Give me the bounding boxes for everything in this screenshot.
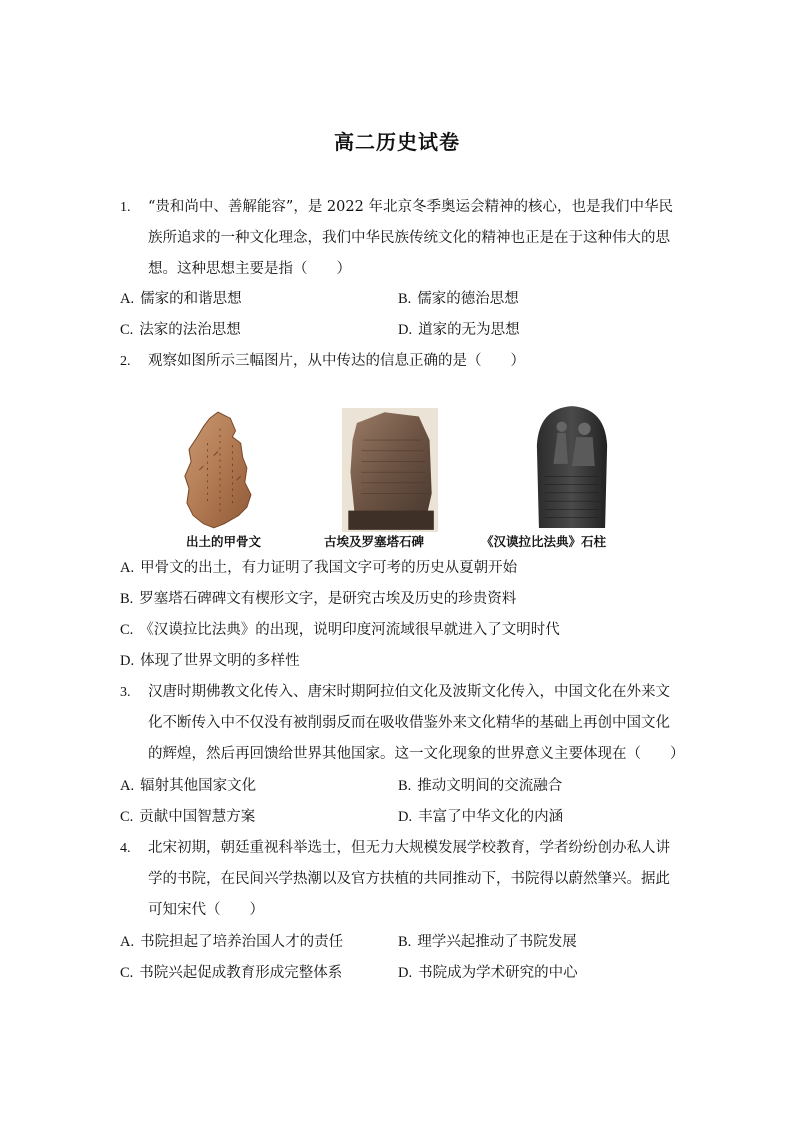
option-d[interactable]: D. 丰富了中华文化的内涵 <box>398 809 564 825</box>
option-c[interactable]: C. 《汉谟拉比法典》的出现，说明印度河流域很早就进入了文明时代 <box>120 622 560 638</box>
figure-caption: 古埃及罗塞塔石碑 <box>324 534 425 549</box>
question-number: 1. <box>120 200 131 215</box>
option-b[interactable]: B. 儒家的德治思想 <box>398 291 519 307</box>
question-1 <box>120 192 680 285</box>
question-2 <box>120 346 680 377</box>
option-c[interactable]: C. 贡献中国智慧方案 <box>120 809 256 825</box>
hammurabi-stele-image <box>522 404 622 528</box>
option-b[interactable]: B. 推动文明间的交流融合 <box>398 778 563 794</box>
option-a[interactable]: A. 辐射其他国家文化 <box>120 778 257 794</box>
options-row <box>120 802 680 833</box>
option-c[interactable]: C. 法家的法治思想 <box>120 322 241 338</box>
options-row <box>120 284 680 315</box>
question-stem: “贵和尚中、善解能容”，是 2022 年北京冬季奥运会精神的核心，也是我们中华民族所追求的一种文化理念，我们中华民族传统文化的精神也正是在于这种伟大的思想。这种思想主要是指（ ） <box>148 199 673 277</box>
question-number: 3. <box>120 685 131 700</box>
option-d[interactable]: D. 道家的无为思想 <box>398 322 520 338</box>
option-a[interactable]: A. 甲骨文的出土，有力证明了我国文字可考的历史从夏朝开始 <box>120 560 518 576</box>
option-b[interactable]: B. 罗塞塔石碑碑文有楔形文字，是研究古埃及历史的珍贵资料 <box>120 591 517 607</box>
question-4 <box>120 833 680 926</box>
option-d[interactable]: D. 书院成为学术研究的中心 <box>398 965 578 981</box>
options-row <box>120 958 680 989</box>
question-number: 2. <box>120 354 131 369</box>
page-title: 高二历史试卷 <box>334 130 460 154</box>
options-row <box>120 315 680 346</box>
oracle-bone-image <box>170 408 270 532</box>
option-d[interactable]: D. 体现了世界文明的多样性 <box>120 653 300 669</box>
question-number: 4. <box>120 841 131 856</box>
option-a[interactable]: A. 儒家的和谐思想 <box>120 291 242 307</box>
question-stem: 汉唐时期佛教文化传入、唐宋时期阿拉伯文化及波斯文化传入，中国文化在外来文化不断传入中不仅没有被削弱反而在吸收借鉴外来文化精华的基础上再创中国文化的辉煌，然后再回馈给世界其他国家。这一文化现象的世界意义主要体现在（ ） <box>148 684 685 762</box>
option-a[interactable]: A. 书院担起了培养治国人才的责任 <box>120 934 344 950</box>
option-c[interactable]: C. 书院兴起促成教育形成完整体系 <box>120 965 343 981</box>
options-row <box>120 771 680 802</box>
figure-caption: 出土的甲骨文 <box>186 534 262 549</box>
option-b[interactable]: B. 理学兴起推动了书院发展 <box>398 934 577 950</box>
question-stem: 北宋初期，朝廷重视科举选士，但无力大规模发展学校教育，学者纷纷创办私人讲学的书院，在民间兴学热潮以及官方扶植的共同推动下，书院得以蔚然肇兴。据此可知宋代（ ） <box>148 840 670 918</box>
options-row <box>120 927 680 958</box>
rosetta-stone-image <box>340 408 440 532</box>
figure-caption: 《汉谟拉比法典》石柱 <box>481 534 607 549</box>
question-3 <box>120 677 685 770</box>
question-stem: 观察如图所示三幅图片，从中传达的信息正确的是（ ） <box>148 353 525 369</box>
